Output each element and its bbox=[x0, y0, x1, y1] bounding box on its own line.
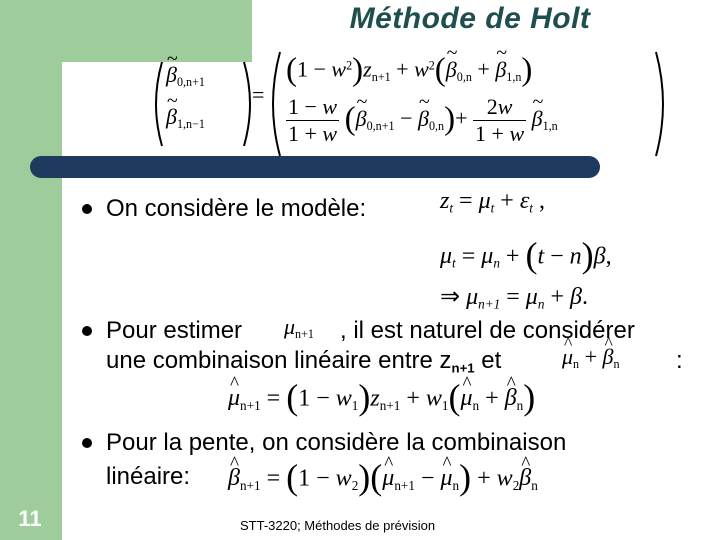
footer-text: STT-3220; Méthodes de prévision bbox=[240, 518, 436, 533]
model-equation-2: $\mu_t = \mu_n + (t - n)\beta$, bbox=[440, 235, 612, 275]
model-equation-3: ⇒ $\mu_{n+1} = \mu_n + \beta$. bbox=[440, 284, 588, 312]
side-accent-band bbox=[0, 0, 62, 540]
bullet-2-line2a: une combinaison linéaire entre z bbox=[106, 347, 452, 374]
bullet-2-line2b: et bbox=[474, 347, 502, 374]
estimate-beta-equation: ^ $\beta_{n+1} = (1$ − $w_2)(\^{}$ $\mu_{n+1}$ − ^ $\mu_n$) + $w_2\^{}$ $\beta_n$ bbox=[228, 456, 538, 498]
model-equation-1: $z_t = \mu_t + \varepsilon_t$ , bbox=[440, 188, 545, 216]
bullet-3-dot bbox=[82, 438, 92, 448]
bullet-2-line2-sub: n+1 bbox=[451, 360, 475, 376]
bullet-1-text: On considère le modèle: bbox=[106, 195, 367, 222]
bullet-2-line1b: , il est naturel de considérer bbox=[340, 317, 635, 344]
mu-plus-beta-inline: ^ $\mu_n$ + ^ $\beta_n$ bbox=[562, 344, 620, 372]
bullet-2-line2c: : bbox=[676, 347, 683, 374]
estimate-mu-equation: ^ $\mu_{n+1} = (1 - w_1)z_{n+1}$ + $w_1(\^{}$ $\mu_n$ + ^ $\beta_n$) bbox=[228, 376, 535, 418]
page-number: 11 bbox=[18, 506, 42, 531]
bullet-3-line1: Pour la pente, on considère la combinaison bbox=[106, 429, 567, 456]
content-corner bbox=[62, 62, 88, 88]
bullet-3-line2: linéaire: bbox=[106, 463, 191, 490]
mu-n-plus-1-inline: $\mu_{n+1}$ bbox=[284, 314, 314, 342]
bullet-2-dot bbox=[82, 326, 92, 336]
bullet-2-line1a: Pour estimer bbox=[106, 317, 243, 344]
bullet-1-dot bbox=[82, 204, 92, 214]
page-title: Méthode de Holt bbox=[349, 2, 591, 35]
